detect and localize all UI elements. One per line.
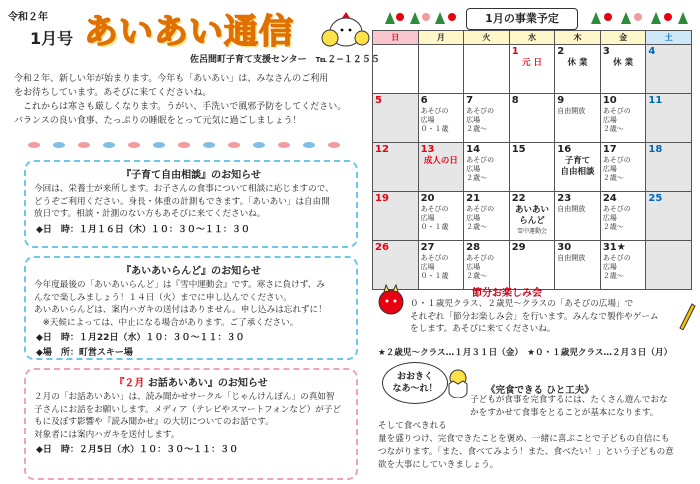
center-name: 佐呂間町子育て支援センター — [190, 55, 307, 65]
calendar-event: 成人の日 — [423, 156, 458, 166]
calendar-day-cell — [509, 143, 555, 192]
calendar-event: あそびの 広場 ２歳〜 — [602, 205, 631, 231]
calendar-day-cell — [646, 143, 692, 192]
calendar-day-cell — [600, 192, 646, 241]
calendar-day-cell — [464, 143, 510, 192]
calendar-day-cell — [646, 45, 692, 94]
finish-meal-title: 《完食できる ひと工夫》 — [486, 385, 594, 396]
calendar-event: あそびの 広場 ２歳〜 — [466, 156, 495, 182]
oni-icon — [376, 284, 406, 318]
storytime-notice — [24, 368, 358, 480]
calendar-date-number: 1 — [511, 46, 519, 57]
storytime-date: ◆日 時：２月5日（水）１０：３０〜１１：３０ — [36, 445, 239, 455]
calendar-day-cell — [509, 45, 555, 94]
calendar-event: 休 業 — [567, 58, 588, 68]
aiai-land-notice — [24, 256, 358, 360]
calendar-event: あそびの 広場 ２歳〜 — [466, 205, 495, 231]
calendar-day-cell — [373, 241, 419, 290]
issue-label: 1月号 — [30, 29, 74, 48]
event-calendar — [372, 30, 692, 290]
calendar-event: あそびの 広場 ０・１歳 — [420, 107, 449, 133]
calendar-week — [373, 241, 692, 290]
calendar-day-header: 土 — [646, 31, 692, 45]
setsubun-dates: ★２歳児〜クラス…１月３１日（金） ★０・１歳児クラス…２月３日（月） — [378, 348, 673, 358]
calendar-date-number: 2 — [557, 46, 565, 57]
calendar-event: あそびの 広場 ０・１歳 — [420, 205, 449, 231]
calendar-day-header: 月 — [418, 31, 464, 45]
calendar-date-number: 25 — [648, 193, 663, 204]
calendar-event: 休 業 — [613, 58, 634, 68]
calendar-date-number: 15 — [511, 144, 526, 155]
calendar-day-cell — [373, 94, 419, 143]
calendar-date-number: 26 — [375, 242, 389, 253]
calendar-date-number: 14 — [466, 144, 481, 155]
calendar-date-number: 30 — [557, 242, 572, 253]
calendar-date-number: 28 — [466, 242, 481, 253]
calendar-date-number: 5 — [375, 95, 382, 106]
calendar-event: あそびの 広場 ２歳〜 — [466, 107, 495, 133]
calendar-day-cell — [555, 143, 601, 192]
era-label: 令和２年 — [8, 12, 48, 23]
calendar-day-cell — [600, 241, 646, 290]
calendar-week — [373, 45, 692, 94]
consult-notice — [24, 160, 358, 248]
calendar-event: 子育て 自由相談 — [560, 156, 595, 177]
calendar-date-number: 27 — [420, 242, 435, 253]
calendar-day-cell — [418, 192, 464, 241]
calendar-date-number: 18 — [648, 144, 663, 155]
calendar-week — [373, 143, 692, 192]
calendar-day-cell — [464, 241, 510, 290]
calendar-date-number: 31★ — [602, 242, 626, 253]
calendar-day-header: 火 — [464, 31, 510, 45]
calendar-day-cell — [646, 241, 692, 290]
calendar-event: あそびの 広場 ２歳〜 — [602, 156, 631, 182]
calendar-date-number: 12 — [375, 144, 389, 155]
center-tel: ℡２−１２５５ — [315, 55, 380, 65]
storytime-title-month: 『２月 — [114, 378, 145, 389]
speech-bubble — [382, 362, 448, 404]
storytime-title — [26, 374, 356, 389]
calendar-day-cell — [555, 241, 601, 290]
aiai-land-body: 今年度最後の「あいあいらんど」は『雪中運動会』です。寒さに負けず、み んなで楽しみましょう！１４日（火）までに申し込んでください。 あいあいらんどは、案内ハガキの送付はありません。申し込みは忘れずに！ ※天候によっては、中止になる場合があります。ご了承ください。 — [34, 280, 327, 328]
calendar-day-cell — [600, 94, 646, 143]
newsletter-title: あいあい通信 — [84, 12, 294, 52]
calendar-week — [373, 192, 692, 241]
calendar-date-number: 21 — [466, 193, 481, 204]
calendar-date-number: 4 — [648, 46, 656, 57]
calendar-event: 自由開放 — [557, 254, 586, 262]
calendar-day-cell — [373, 143, 419, 192]
calendar-date-number: 11 — [648, 95, 663, 106]
pine-decoration-left — [380, 8, 460, 26]
calendar-event: あそびの 広場 ２歳〜 — [602, 254, 631, 280]
calendar-event-sub: 雪中運動会 — [516, 228, 547, 235]
calendar-event: あそびの 広場 ２歳〜 — [466, 254, 495, 280]
pine-decoration-right — [586, 8, 690, 26]
calendar-day-cell — [646, 192, 692, 241]
calendar-date-number: 7 — [466, 95, 474, 106]
calendar-week — [373, 94, 692, 143]
calendar-event: 自由開放 — [557, 205, 586, 213]
calendar-day-cell — [373, 45, 419, 94]
chick-illustration — [318, 8, 370, 48]
calendar-day-cell — [509, 94, 555, 143]
consult-date: ◆日 時：１月１６日（木）１０：３０〜１１：３０ — [36, 224, 250, 235]
calendar-date-number: 17 — [602, 144, 617, 155]
setsubun-text: ０・１歳児クラス、２歳児〜クラスの「あそびの広場」で それぞれ「節分お楽しみ会」を行います。みんなで製作やゲーム をします。あそびに来てくださいね。 — [410, 299, 659, 334]
calendar-day-cell — [418, 143, 464, 192]
calendar-event: あそびの 広場 ２歳〜 — [602, 107, 631, 133]
calendar-day-cell — [555, 94, 601, 143]
egg-chick-icon — [446, 368, 470, 398]
fish-divider — [14, 140, 358, 150]
calendar-day-cell — [509, 192, 555, 241]
calendar-date-number: 22 — [511, 193, 526, 204]
finish-meal-text-continued: そして食べきれる 量を盛りつけ、完食できたことを褒め、一緒に喜ぶことで子どもの自信にも つながります。「また、食べてみよう！また、食べたい！」という子どもの意 欲を大事にしていきましょう。 — [378, 421, 674, 470]
calendar-day-header: 水 — [509, 31, 555, 45]
aiai-land-place: ◆場 所：町営スキー場 — [36, 348, 133, 358]
calendar-day-header: 日 — [373, 31, 419, 45]
calendar-date-number: 13 — [420, 144, 435, 155]
calendar-day-cell — [646, 94, 692, 143]
calendar-date-number: 19 — [375, 193, 389, 204]
intro-text: 令和２年、新しい年が始まります。今年も「あいあい」は、みなさんのご利用 をお待ちしています。あそびに来てくださいね。 これからは寒さも厳しくなります。うがい、手洗いで風邪予防をしてください。 バランスの良い食事、たっぷりの睡眠をとって元気に過ごしましょう！ — [14, 74, 347, 126]
calendar-event: あいあい らんど — [514, 205, 549, 226]
calendar-date-number: 16 — [557, 144, 572, 155]
calendar-day-cell — [600, 143, 646, 192]
calendar-day-header: 金 — [600, 31, 646, 45]
calendar-date-number: 23 — [557, 193, 572, 204]
calendar-date-number: 10 — [602, 95, 617, 106]
calendar-day-cell — [464, 45, 510, 94]
calendar-title: 1月の事業予定 — [466, 8, 578, 30]
calendar-event: あそびの 広場 ０・１歳 — [420, 254, 449, 280]
calendar-day-cell — [555, 192, 601, 241]
storytime-title-rest: お話あいあい』のお知らせ — [147, 378, 268, 389]
calendar-day-cell — [373, 192, 419, 241]
calendar-day-cell — [600, 45, 646, 94]
calendar-date-number: 6 — [420, 95, 428, 106]
calendar-day-cell — [509, 241, 555, 290]
aiai-land-date: ◆日 時：１月22日（水）１０：３０〜１１：３０ — [36, 333, 245, 343]
calendar-day-cell — [418, 241, 464, 290]
consult-title: 『子育て自由相談』のお知らせ — [121, 170, 261, 181]
calendar-day-cell — [418, 45, 464, 94]
speech-bubble-text: おおきく なあ〜れ！ — [392, 372, 438, 394]
storytime-body: ２月の「お話あいあい」は、読み聞かせサークル「じゃんけんぽん」の真如智 子さんにお話をお願いします。メディア（テレビやスマートフォンなど）が子ど もに及ぼす影響や『読み聞かせ』の大切についてのお話です。 対象者には案内ハガキを送付します。 — [34, 392, 341, 440]
calendar-date-number: 3 — [602, 46, 610, 57]
calendar-day-cell — [464, 192, 510, 241]
calendar-day-cell — [464, 94, 510, 143]
consult-body: 今回は、栄養士が来所します。お子さんの食事について相談に応じますので、 どうぞご利用ください。身長・体重の計測もできます。「あいあい」は自由開 放日です。相談・計測のない方もあそびに来てくださいね。 — [34, 184, 334, 219]
calendar-event: 自由開放 — [557, 107, 586, 115]
calendar-day-header: 木 — [555, 31, 601, 45]
setsubun-title: 節分お楽しみ会 — [472, 288, 542, 299]
calendar-event: 元 日 — [521, 58, 542, 68]
calendar-date-number: 24 — [602, 193, 617, 204]
aiai-land-title: 『あいあいらんど』のお知らせ — [121, 266, 261, 277]
calendar-date-number: 8 — [511, 95, 519, 106]
center-info — [190, 52, 380, 65]
calendar-date-number: 20 — [420, 193, 435, 204]
calendar-day-cell — [418, 94, 464, 143]
calendar-date-number: 9 — [557, 95, 565, 106]
calendar-day-cell — [555, 45, 601, 94]
calendar-date-number: 29 — [511, 242, 526, 253]
finish-meal-text: 子どもが食事を完食するには、たくさん遊んでおな かをすかせて食事をとることが基本になります。 — [470, 395, 668, 418]
